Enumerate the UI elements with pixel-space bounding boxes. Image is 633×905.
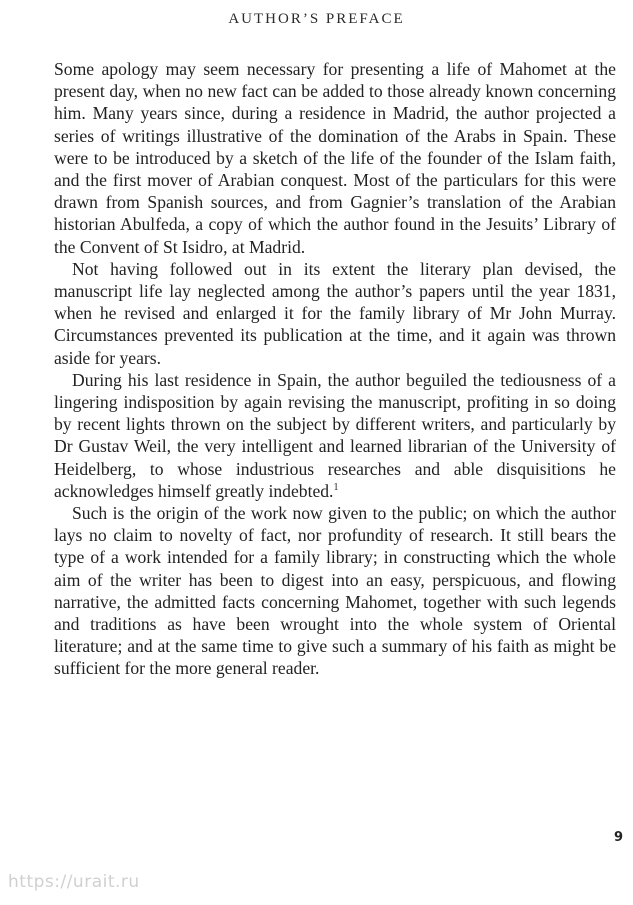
paragraph-3 — [54, 369, 616, 502]
running-header: AUTHOR’S PREFACE — [228, 11, 405, 27]
paragraph-1: Some apology may seem necessary for presenting a life of Mahomet at the present day, when no new fact can be added to those already known concerning him. Many years since, during a residence in Madrid, the author projected a series of writings illustrative of the domination of the Arabs in Spain. These were to be introduced by a sketch of the life of the founder of the Islam faith, and the first mover of Arabian conquest. Most of the particulars for this were drawn from Spanish sources, and from Gagnier’s translation of the Arabian historian Abulfeda, a copy of which the author found in the Jesuits’ Library of the Convent of St Isidro, at Madrid. — [54, 59, 616, 257]
footnote-marker[interactable]: 1 — [333, 482, 339, 493]
preface-body — [54, 58, 616, 680]
paragraph-2: Not having followed out in its extent the literary plan devised, the manuscript life lay neglected among the author’s papers until the year 1831, when he revised and enlarged it for the family library of Mr John Murray. Circumstances prevented its publication at the time, and it again was thrown aside for years. — [54, 258, 616, 368]
paragraph-3-text: During his last residence in Spain, the author beguiled the tediousness of a lingering indisposition by again revising the manuscript, profiting in so doing by recent lights thrown on the subject by different writers, and particularly by Dr Gustav Weil, the very intelligent and learned librarian of the University of Heidelberg, to whose industrious researches and able disquisitions he acknowledges himself greatly indebted. — [54, 369, 616, 501]
site-watermark: https://urait.ru — [8, 872, 140, 892]
page-number: 9 — [613, 830, 623, 845]
paragraph-4: Such is the origin of the work now given to the public; on which the author lays no claim to novelty of fact, nor profundity of research. It still bears the type of a work intended for a family library; in constructing which the whole aim of the writer has been to digest into an easy, perspicuous, and flowing narrative, the admitted facts concerning Mahomet, together with such legends and traditions as have been wrought into the whole system of Oriental literature; and at the same time to give such a summary of his faith as might be sufficient for the more general reader. — [54, 503, 616, 679]
